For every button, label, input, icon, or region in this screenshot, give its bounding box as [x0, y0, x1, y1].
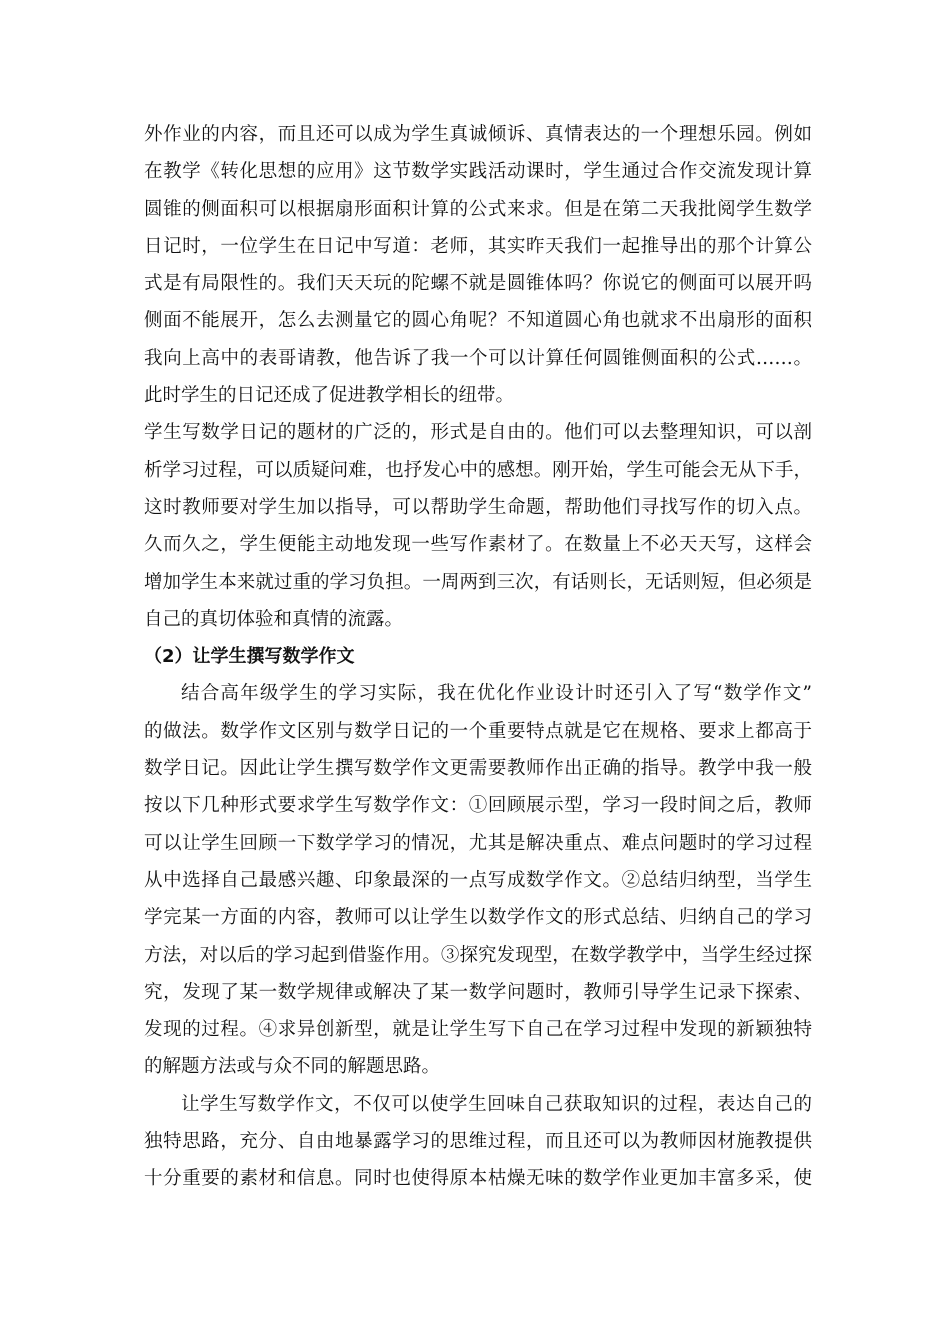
paragraph-3 — [144, 675, 812, 1085]
text-line: 增加学生本来就过重的学习负担。一周两到三次，有话则长，无话则短，但必须是 — [144, 571, 812, 593]
paragraph-4 — [144, 1086, 812, 1198]
text-line: 我向上高中的表哥请教，他告诉了我一个可以计算任何圆锥侧面积的公式……。 — [144, 347, 812, 369]
text-line: 十分重要的素材和信息。同时也使得原本枯燥无味的数学作业更加丰富多采，使 — [144, 1168, 812, 1190]
text-line: 从中选择自己最感兴趣、印象最深的一点写成数学作文。②总结归纳型，当学生 — [144, 869, 812, 891]
text-line: 的做法。数学作文区别与数学日记的一个重要特点就是它在规格、要求上都高于 — [144, 720, 812, 742]
text-line: 日记时，一位学生在日记中写道：老师，其实昨天我们一起推导出的那个计算公 — [144, 235, 812, 257]
text-line: 这时教师要对学生加以指导，可以帮助学生命题，帮助他们寻找写作的切入点。 — [144, 496, 812, 518]
text-line: 独特思路，充分、自由地暴露学习的思维过程，而且还可以为教师因材施教提供 — [144, 1131, 812, 1153]
text-line: 发现的过程。④求异创新型，就是让学生写下自己在学习过程中发现的新颖独特 — [144, 1019, 812, 1041]
text-line: 学完某一方面的内容，教师可以让学生以数学作文的形式总结、归纳自己的学习 — [144, 907, 812, 929]
paragraph-2 — [144, 414, 812, 638]
text-line: 此时学生的日记还成了促进教学相长的纽带。 — [144, 385, 515, 407]
text-line: 按以下几种形式要求学生写数学作文：①回顾展示型，学习一段时间之后，教师 — [144, 795, 812, 817]
text-line: 方法，对以后的学习起到借鉴作用。③探究发现型，在数学教学中，当学生经过探 — [144, 944, 812, 966]
text-line: 数学日记。因此让学生撰写数学作文更需要教师作出正确的指导。教学中我一般 — [144, 758, 812, 780]
text-line: 外作业的内容，而且还可以成为学生真诚倾诉、真情表达的一个理想乐园。例如 — [144, 124, 812, 145]
text-line: 在教学《转化思想的应用》这节数学实践活动课时，学生通过合作交流发现计算 — [144, 161, 812, 183]
text-line: 圆锥的侧面积可以根据扇形面积计算的公式来求。但是在第二天我批阅学生数学 — [144, 198, 812, 220]
text-line: 析学习过程，可以质疑问难，也抒发心中的感想。刚开始，学生可能会无从下手， — [144, 459, 812, 481]
text-line: 自己的真切体验和真情的流露。 — [144, 608, 404, 630]
paragraph-1 — [144, 116, 812, 414]
text-line: 结合高年级学生的学习实际，我在优化作业设计时还引入了写“数学作文” — [181, 683, 812, 705]
text-line: 学生写数学日记的题材的广泛的，形式是自由的。他们可以去整理知识，可以剖 — [144, 422, 812, 444]
text-line: 的解题方法或与众不同的解题思路。 — [144, 1056, 441, 1078]
section-heading: （2）让学生撰写数学作文 — [144, 646, 355, 668]
text-line: 久而久之，学生便能主动地发现一些写作素材了。在数量上不必天天写，这样会 — [144, 534, 812, 556]
document-body — [144, 116, 812, 1198]
text-line: 侧面不能展开，怎么去测量它的圆心角呢？不知道圆心角也就求不出扇形的面积 — [144, 310, 812, 332]
text-line: 究，发现了某一数学规律或解决了某一数学问题时，教师引导学生记录下探索、 — [144, 981, 812, 1003]
text-line: 让学生写数学作文，不仅可以使学生回味自己获取知识的过程，表达自己的 — [181, 1093, 812, 1115]
text-line: 式是有局限性的。我们天天玩的陀螺不就是圆锥体吗？你说它的侧面可以展开吗 — [144, 273, 812, 295]
text-line: 可以让学生回顾一下数学学习的情况，尤其是解决重点、难点问题时的学习过程 — [144, 832, 812, 854]
